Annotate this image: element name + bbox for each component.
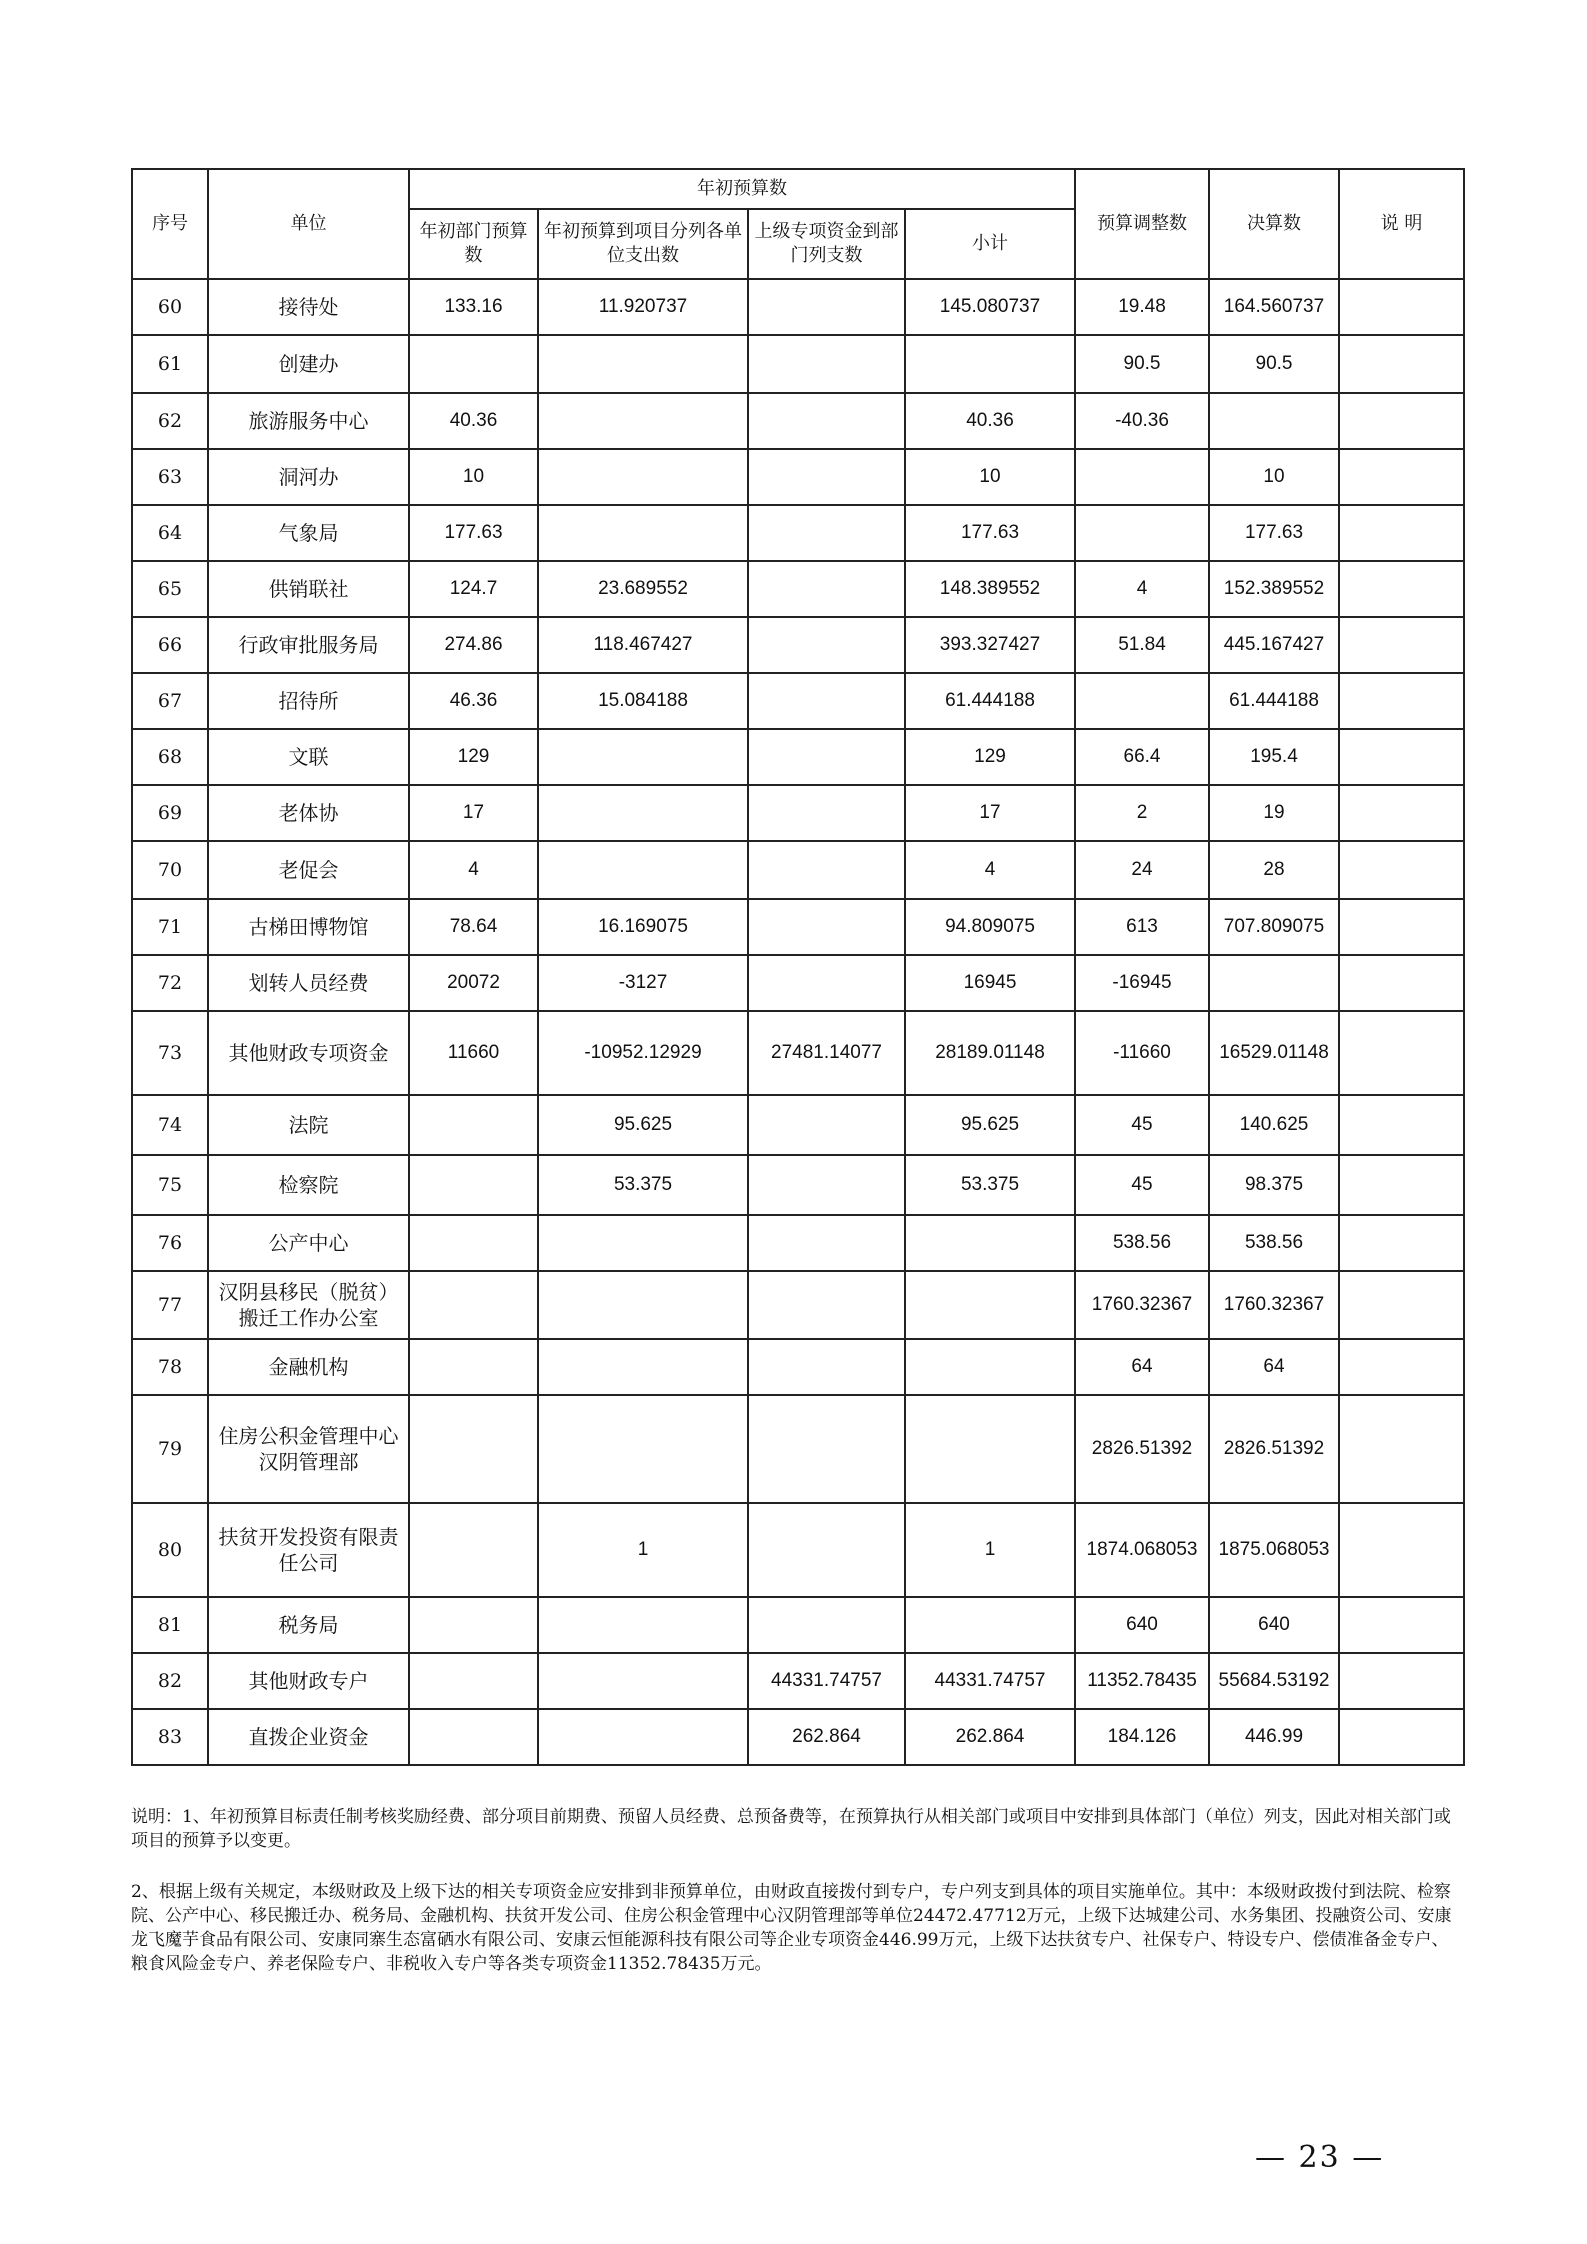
cell-note xyxy=(1339,561,1464,617)
cell-proj xyxy=(538,1395,748,1503)
cell-idx: 65 xyxy=(132,561,208,617)
cell-adj: 640 xyxy=(1075,1597,1209,1653)
cell-proj xyxy=(538,1215,748,1271)
cell-sub xyxy=(905,335,1075,393)
cell-sup xyxy=(748,335,905,393)
cell-idx: 68 xyxy=(132,729,208,785)
cell-note xyxy=(1339,505,1464,561)
cell-unit: 供销联社 xyxy=(208,561,409,617)
cell-note xyxy=(1339,1095,1464,1155)
cell-unit: 接待处 xyxy=(208,279,409,335)
cell-proj xyxy=(538,393,748,449)
cell-sup xyxy=(748,1271,905,1339)
cell-idx: 74 xyxy=(132,1095,208,1155)
cell-sub: 393.327427 xyxy=(905,617,1075,673)
cell-dept xyxy=(409,1215,538,1271)
cell-unit: 旅游服务中心 xyxy=(208,393,409,449)
cell-sup xyxy=(748,1503,905,1597)
cell-sup xyxy=(748,1095,905,1155)
cell-idx: 64 xyxy=(132,505,208,561)
cell-unit: 法院 xyxy=(208,1095,409,1155)
cell-sup xyxy=(748,279,905,335)
table-row xyxy=(132,785,1464,841)
cell-unit: 检察院 xyxy=(208,1155,409,1215)
cell-dept: 133.16 xyxy=(409,279,538,335)
cell-proj xyxy=(538,1339,748,1395)
cell-idx: 67 xyxy=(132,673,208,729)
cell-sub: 145.080737 xyxy=(905,279,1075,335)
cell-unit: 划转人员经费 xyxy=(208,955,409,1011)
table-row xyxy=(132,1095,1464,1155)
cell-sup xyxy=(748,1155,905,1215)
cell-proj xyxy=(538,785,748,841)
cell-dept: 17 xyxy=(409,785,538,841)
cell-sup xyxy=(748,449,905,505)
cell-proj: -10952.12929 xyxy=(538,1011,748,1095)
cell-fin: 1760.32367 xyxy=(1209,1271,1339,1339)
cell-sub: 4 xyxy=(905,841,1075,899)
cell-idx: 79 xyxy=(132,1395,208,1503)
cell-note xyxy=(1339,1271,1464,1339)
cell-sub: 148.389552 xyxy=(905,561,1075,617)
cell-note xyxy=(1339,1709,1464,1765)
cell-fin: 61.444188 xyxy=(1209,673,1339,729)
cell-unit: 老促会 xyxy=(208,841,409,899)
cell-sub xyxy=(905,1271,1075,1339)
cell-dept: 20072 xyxy=(409,955,538,1011)
table-row xyxy=(132,561,1464,617)
cell-fin: 19 xyxy=(1209,785,1339,841)
cell-note xyxy=(1339,1503,1464,1597)
table-row xyxy=(132,899,1464,955)
table-row xyxy=(132,955,1464,1011)
cell-note xyxy=(1339,729,1464,785)
cell-idx: 62 xyxy=(132,393,208,449)
cell-sup xyxy=(748,393,905,449)
cell-sup xyxy=(748,841,905,899)
cell-sub: 10 xyxy=(905,449,1075,505)
cell-fin: 55684.53192 xyxy=(1209,1653,1339,1709)
cell-proj xyxy=(538,335,748,393)
cell-note xyxy=(1339,617,1464,673)
table-row xyxy=(132,1271,1464,1339)
cell-proj: 16.169075 xyxy=(538,899,748,955)
cell-adj: 2826.51392 xyxy=(1075,1395,1209,1503)
cell-dept xyxy=(409,1339,538,1395)
cell-note xyxy=(1339,1155,1464,1215)
cell-sub: 17 xyxy=(905,785,1075,841)
table-row xyxy=(132,279,1464,335)
cell-unit: 老体协 xyxy=(208,785,409,841)
cell-dept xyxy=(409,1653,538,1709)
cell-note xyxy=(1339,955,1464,1011)
cell-unit: 税务局 xyxy=(208,1597,409,1653)
table-row xyxy=(132,505,1464,561)
header-project-alloc: 年初预算到项目分列各单位支出数 xyxy=(538,209,748,279)
cell-fin: 98.375 xyxy=(1209,1155,1339,1215)
cell-sup xyxy=(748,899,905,955)
cell-sub: 177.63 xyxy=(905,505,1075,561)
cell-adj: 1760.32367 xyxy=(1075,1271,1209,1339)
note-2: 2、根据上级有关规定，本级财政及上级下达的相关专项资金应安排到非预算单位，由财政直接拨付到专户，专户列支到具体的项目实施单位。其中：本级财政拨付到法院、检察院、公产中心、移民搬迁办、税务局、金融机构、扶贫开发公司、住房公积金管理中心汉阴管理部等单位24472.47712万元，上级下达城建公司、水务集团、投融资公司、安康龙飞魔芋食品有限公司、安康同寨生态富硒水有限公司、安康云恒能源科技有限公司等企业专项资金446.99万元，上级下达扶贫专户、社保专户、特设专户、偿债准备金专户、粮食风险金专户、养老保险专户、非税收入专户等各类专项资金11352.78435万元。 xyxy=(131,1882,1452,1974)
cell-dept: 40.36 xyxy=(409,393,538,449)
table-row xyxy=(132,1597,1464,1653)
cell-unit: 创建办 xyxy=(208,335,409,393)
cell-dept: 78.64 xyxy=(409,899,538,955)
cell-adj: -40.36 xyxy=(1075,393,1209,449)
note-1: 说明：1、年初预算目标责任制考核奖励经费、部分项目前期费、预留人员经费、总预备费等，在预算执行从相关部门或项目中安排到具体部门（单位）列支，因此对相关部门或项目的预算予以变更。 xyxy=(131,1807,1451,1851)
cell-adj: 51.84 xyxy=(1075,617,1209,673)
cell-sub: 61.444188 xyxy=(905,673,1075,729)
cell-fin: 195.4 xyxy=(1209,729,1339,785)
cell-sub: 40.36 xyxy=(905,393,1075,449)
cell-fin: 152.389552 xyxy=(1209,561,1339,617)
cell-proj: 15.084188 xyxy=(538,673,748,729)
cell-proj xyxy=(538,505,748,561)
cell-idx: 73 xyxy=(132,1011,208,1095)
cell-sub xyxy=(905,1597,1075,1653)
cell-sub: 53.375 xyxy=(905,1155,1075,1215)
cell-note xyxy=(1339,841,1464,899)
cell-dept: 124.7 xyxy=(409,561,538,617)
cell-fin: 538.56 xyxy=(1209,1215,1339,1271)
cell-sub: 95.625 xyxy=(905,1095,1075,1155)
cell-idx: 69 xyxy=(132,785,208,841)
cell-adj: -16945 xyxy=(1075,955,1209,1011)
cell-idx: 66 xyxy=(132,617,208,673)
cell-idx: 71 xyxy=(132,899,208,955)
cell-dept xyxy=(409,1503,538,1597)
cell-proj: 23.689552 xyxy=(538,561,748,617)
cell-proj xyxy=(538,1271,748,1339)
cell-fin: 90.5 xyxy=(1209,335,1339,393)
cell-proj: -3127 xyxy=(538,955,748,1011)
cell-unit: 古梯田博物馆 xyxy=(208,899,409,955)
cell-sup xyxy=(748,955,905,1011)
cell-proj: 11.920737 xyxy=(538,279,748,335)
cell-idx: 82 xyxy=(132,1653,208,1709)
cell-dept: 129 xyxy=(409,729,538,785)
cell-sup: 27481.14077 xyxy=(748,1011,905,1095)
cell-dept xyxy=(409,1395,538,1503)
cell-unit: 文联 xyxy=(208,729,409,785)
header-note: 说 明 xyxy=(1339,169,1464,279)
cell-adj: 24 xyxy=(1075,841,1209,899)
cell-dept: 177.63 xyxy=(409,505,538,561)
cell-dept: 4 xyxy=(409,841,538,899)
table-row xyxy=(132,617,1464,673)
table-row xyxy=(132,729,1464,785)
cell-adj: 538.56 xyxy=(1075,1215,1209,1271)
table-row xyxy=(132,1709,1464,1765)
cell-unit: 扶贫开发投资有限责任公司 xyxy=(208,1503,409,1597)
table-row xyxy=(132,1653,1464,1709)
cell-note xyxy=(1339,279,1464,335)
cell-dept xyxy=(409,1271,538,1339)
cell-unit: 住房公积金管理中心汉阴管理部 xyxy=(208,1395,409,1503)
cell-fin: 707.809075 xyxy=(1209,899,1339,955)
cell-proj xyxy=(538,1597,748,1653)
cell-fin: 1875.068053 xyxy=(1209,1503,1339,1597)
cell-dept: 46.36 xyxy=(409,673,538,729)
cell-dept: 10 xyxy=(409,449,538,505)
table-row xyxy=(132,673,1464,729)
table-row xyxy=(132,841,1464,899)
header-dept-budget: 年初部门预算数 xyxy=(409,209,538,279)
cell-sub: 16945 xyxy=(905,955,1075,1011)
cell-note xyxy=(1339,1395,1464,1503)
cell-unit: 直拨企业资金 xyxy=(208,1709,409,1765)
header-subtotal: 小计 xyxy=(905,209,1075,279)
cell-fin: 64 xyxy=(1209,1339,1339,1395)
cell-note xyxy=(1339,1653,1464,1709)
cell-fin: 177.63 xyxy=(1209,505,1339,561)
cell-sup: 262.864 xyxy=(748,1709,905,1765)
cell-idx: 77 xyxy=(132,1271,208,1339)
cell-sub: 44331.74757 xyxy=(905,1653,1075,1709)
cell-dept: 11660 xyxy=(409,1011,538,1095)
cell-fin: 28 xyxy=(1209,841,1339,899)
cell-note xyxy=(1339,1339,1464,1395)
cell-unit: 汉阴县移民（脱贫）搬迁工作办公室 xyxy=(208,1271,409,1339)
cell-adj: 613 xyxy=(1075,899,1209,955)
cell-sup xyxy=(748,561,905,617)
cell-note xyxy=(1339,1011,1464,1095)
cell-adj: 4 xyxy=(1075,561,1209,617)
cell-fin xyxy=(1209,393,1339,449)
cell-fin: 445.167427 xyxy=(1209,617,1339,673)
cell-note xyxy=(1339,899,1464,955)
cell-sup xyxy=(748,673,905,729)
cell-adj xyxy=(1075,449,1209,505)
cell-proj xyxy=(538,841,748,899)
header-index: 序号 xyxy=(132,169,208,279)
table-row xyxy=(132,1011,1464,1095)
cell-proj: 53.375 xyxy=(538,1155,748,1215)
cell-proj xyxy=(538,1709,748,1765)
cell-unit: 其他财政专户 xyxy=(208,1653,409,1709)
cell-unit: 招待所 xyxy=(208,673,409,729)
cell-idx: 61 xyxy=(132,335,208,393)
budget-table xyxy=(131,168,1465,1766)
cell-proj xyxy=(538,1653,748,1709)
cell-idx: 75 xyxy=(132,1155,208,1215)
cell-sub: 28189.01148 xyxy=(905,1011,1075,1095)
cell-sub xyxy=(905,1339,1075,1395)
table-row xyxy=(132,449,1464,505)
cell-dept xyxy=(409,1597,538,1653)
cell-unit: 金融机构 xyxy=(208,1339,409,1395)
cell-unit: 公产中心 xyxy=(208,1215,409,1271)
cell-fin: 16529.01148 xyxy=(1209,1011,1339,1095)
cell-sub xyxy=(905,1395,1075,1503)
cell-dept: 274.86 xyxy=(409,617,538,673)
cell-adj: 19.48 xyxy=(1075,279,1209,335)
cell-note xyxy=(1339,393,1464,449)
cell-sup xyxy=(748,1339,905,1395)
cell-proj: 95.625 xyxy=(538,1095,748,1155)
cell-idx: 83 xyxy=(132,1709,208,1765)
cell-sub xyxy=(905,1215,1075,1271)
page-number: — 23 — xyxy=(1255,2140,1385,2175)
table-row xyxy=(132,1503,1464,1597)
table-row xyxy=(132,1155,1464,1215)
cell-dept xyxy=(409,1709,538,1765)
table-row xyxy=(132,1395,1464,1503)
cell-unit: 行政审批服务局 xyxy=(208,617,409,673)
cell-fin: 164.560737 xyxy=(1209,279,1339,335)
header-superior-funds: 上级专项资金到部门列支数 xyxy=(748,209,905,279)
cell-sup: 44331.74757 xyxy=(748,1653,905,1709)
cell-unit: 其他财政专项资金 xyxy=(208,1011,409,1095)
cell-dept xyxy=(409,335,538,393)
cell-adj: 66.4 xyxy=(1075,729,1209,785)
cell-note xyxy=(1339,785,1464,841)
table-row xyxy=(132,1215,1464,1271)
cell-note xyxy=(1339,1215,1464,1271)
cell-sub: 94.809075 xyxy=(905,899,1075,955)
cell-dept xyxy=(409,1095,538,1155)
cell-adj: 45 xyxy=(1075,1095,1209,1155)
cell-idx: 81 xyxy=(132,1597,208,1653)
cell-adj: 64 xyxy=(1075,1339,1209,1395)
cell-dept xyxy=(409,1155,538,1215)
cell-proj xyxy=(538,449,748,505)
cell-fin xyxy=(1209,955,1339,1011)
cell-adj xyxy=(1075,673,1209,729)
cell-sup xyxy=(748,505,905,561)
cell-sup xyxy=(748,1395,905,1503)
cell-idx: 76 xyxy=(132,1215,208,1271)
cell-proj xyxy=(538,729,748,785)
header-adjustment: 预算调整数 xyxy=(1075,169,1209,279)
table-row xyxy=(132,335,1464,393)
cell-fin: 2826.51392 xyxy=(1209,1395,1339,1503)
cell-idx: 78 xyxy=(132,1339,208,1395)
table-body xyxy=(132,279,1464,1765)
cell-idx: 72 xyxy=(132,955,208,1011)
cell-adj xyxy=(1075,505,1209,561)
cell-adj: 11352.78435 xyxy=(1075,1653,1209,1709)
cell-adj: 2 xyxy=(1075,785,1209,841)
cell-sub: 129 xyxy=(905,729,1075,785)
cell-proj: 118.467427 xyxy=(538,617,748,673)
header-initial-budget: 年初预算数 xyxy=(409,169,1075,209)
cell-note xyxy=(1339,673,1464,729)
cell-adj: 90.5 xyxy=(1075,335,1209,393)
cell-fin: 446.99 xyxy=(1209,1709,1339,1765)
cell-unit: 气象局 xyxy=(208,505,409,561)
cell-sub: 1 xyxy=(905,1503,1075,1597)
cell-sub: 262.864 xyxy=(905,1709,1075,1765)
cell-adj: 1874.068053 xyxy=(1075,1503,1209,1597)
cell-fin: 640 xyxy=(1209,1597,1339,1653)
cell-sup xyxy=(748,617,905,673)
table-row xyxy=(132,393,1464,449)
cell-adj: 184.126 xyxy=(1075,1709,1209,1765)
cell-proj: 1 xyxy=(538,1503,748,1597)
cell-sup xyxy=(748,785,905,841)
cell-note xyxy=(1339,1597,1464,1653)
header-final: 决算数 xyxy=(1209,169,1339,279)
cell-idx: 70 xyxy=(132,841,208,899)
cell-sup xyxy=(748,1597,905,1653)
cell-adj: -11660 xyxy=(1075,1011,1209,1095)
cell-sup xyxy=(748,729,905,785)
cell-fin: 140.625 xyxy=(1209,1095,1339,1155)
table-row xyxy=(132,1339,1464,1395)
cell-fin: 10 xyxy=(1209,449,1339,505)
cell-adj: 45 xyxy=(1075,1155,1209,1215)
cell-idx: 60 xyxy=(132,279,208,335)
cell-note xyxy=(1339,449,1464,505)
cell-note xyxy=(1339,335,1464,393)
cell-unit: 洞河办 xyxy=(208,449,409,505)
cell-idx: 80 xyxy=(132,1503,208,1597)
cell-idx: 63 xyxy=(132,449,208,505)
header-unit: 单位 xyxy=(208,169,409,279)
cell-sup xyxy=(748,1215,905,1271)
